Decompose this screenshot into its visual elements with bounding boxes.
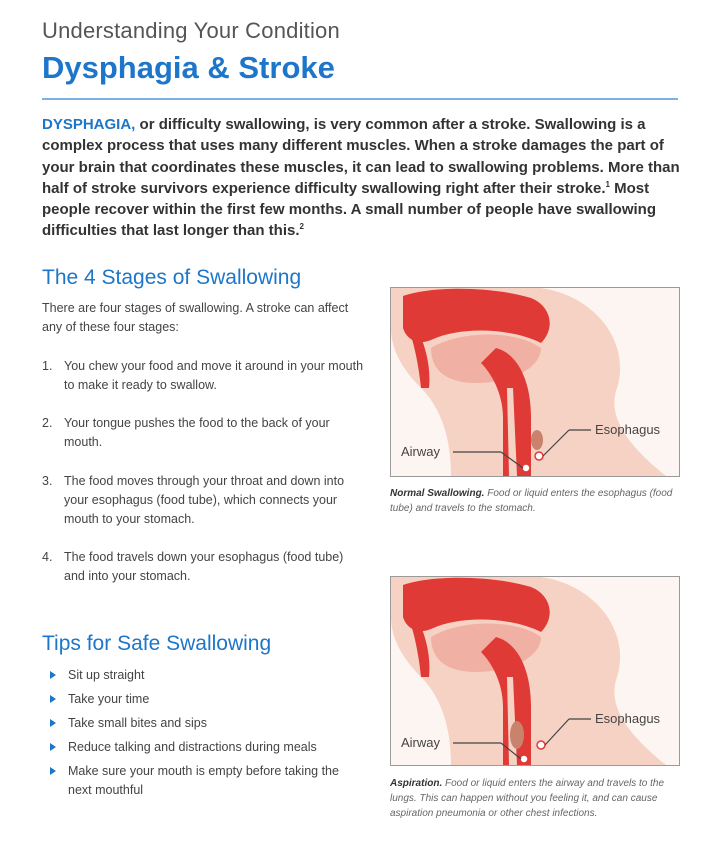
stage-item bbox=[42, 472, 372, 529]
tip-item bbox=[50, 666, 360, 685]
intro-keyword: DYSPHAGIA, bbox=[42, 116, 136, 133]
tip-text: Take small bites and sips bbox=[68, 716, 207, 730]
bullet-arrow-icon bbox=[50, 695, 56, 703]
stage-item bbox=[42, 414, 372, 452]
tip-text: Reduce talking and distractions during meals bbox=[68, 740, 317, 754]
header-kicker: Understanding Your Condition bbox=[42, 18, 340, 43]
airway-label: Airway bbox=[401, 444, 441, 459]
tip-item bbox=[50, 714, 360, 733]
stage-item bbox=[42, 548, 372, 586]
normal-swallowing-caption bbox=[390, 486, 682, 516]
stages-lead: There are four stages of swallowing. A stroke can affect any of these four stages: bbox=[42, 301, 349, 334]
stage-text: You chew your food and move it around in your mouth to make it ready to swallow. bbox=[64, 359, 364, 392]
tip-text: Sit up straight bbox=[68, 668, 145, 682]
stage-number: 3. bbox=[42, 474, 53, 488]
caption-text: Food or liquid enters the esophagus (food tube) and travels to the stomach. bbox=[390, 488, 673, 514]
airway-label: Airway bbox=[401, 735, 441, 750]
bullet-arrow-icon bbox=[50, 671, 56, 679]
stage-item bbox=[42, 357, 372, 395]
tip-item bbox=[50, 762, 360, 800]
intro-paragraph bbox=[42, 114, 682, 242]
esophagus-label: Esophagus bbox=[595, 711, 661, 726]
stage-number: 1. bbox=[42, 359, 53, 373]
tip-item bbox=[50, 690, 360, 709]
normal-swallowing-illustration bbox=[390, 287, 680, 477]
footnote-ref-2: 2 bbox=[299, 222, 304, 232]
bullet-arrow-icon bbox=[50, 743, 56, 751]
bullet-arrow-icon bbox=[50, 767, 56, 775]
footnote-ref-1: 1 bbox=[605, 179, 610, 189]
aspiration-caption bbox=[390, 776, 682, 821]
stage-number: 4. bbox=[42, 550, 53, 564]
esophagus-label: Esophagus bbox=[595, 422, 661, 437]
stage-text: The food moves through your throat and down into your esophagus (food tube), which connects your mouth to your stomach. bbox=[64, 474, 345, 526]
bullet-arrow-icon bbox=[50, 719, 56, 727]
caption-title: Aspiration. bbox=[390, 778, 443, 789]
tip-item bbox=[50, 738, 360, 757]
stage-text: Your tongue pushes the food to the back of your mouth. bbox=[64, 416, 330, 449]
stages-heading: The 4 Stages of Swallowing bbox=[42, 266, 302, 289]
stage-number: 2. bbox=[42, 416, 53, 430]
intro-text-2: Most people recover within the first few months. A small number of people have swallowing difficulties that last longer than this. bbox=[42, 179, 656, 240]
title-divider bbox=[42, 98, 678, 100]
caption-text: Food or liquid enters the airway and travels to the lungs. This can happen without you feeling it, and can cause aspiration pneumonia or other chest infections. bbox=[390, 778, 665, 819]
stage-text: The food travels down your esophagus (food tube) and into your stomach. bbox=[64, 550, 344, 583]
intro-text-1: or difficulty swallowing, is very common after a stroke. Swallowing is a complex process that uses many different muscles. When a stroke damages the part of your brain that coordinates these muscles, it can lead to swallowing problems. More than half of stroke survivors experience difficulty swallowing right after their stroke. bbox=[42, 116, 680, 197]
tips-heading: Tips for Safe Swallowing bbox=[42, 632, 272, 655]
tip-text: Take your time bbox=[68, 692, 150, 706]
caption-title: Normal Swallowing. bbox=[390, 488, 485, 499]
page-title: Dysphagia & Stroke bbox=[42, 50, 335, 85]
tip-text: Make sure your mouth is empty before taking the next mouthful bbox=[68, 764, 339, 797]
aspiration-illustration bbox=[390, 576, 680, 766]
